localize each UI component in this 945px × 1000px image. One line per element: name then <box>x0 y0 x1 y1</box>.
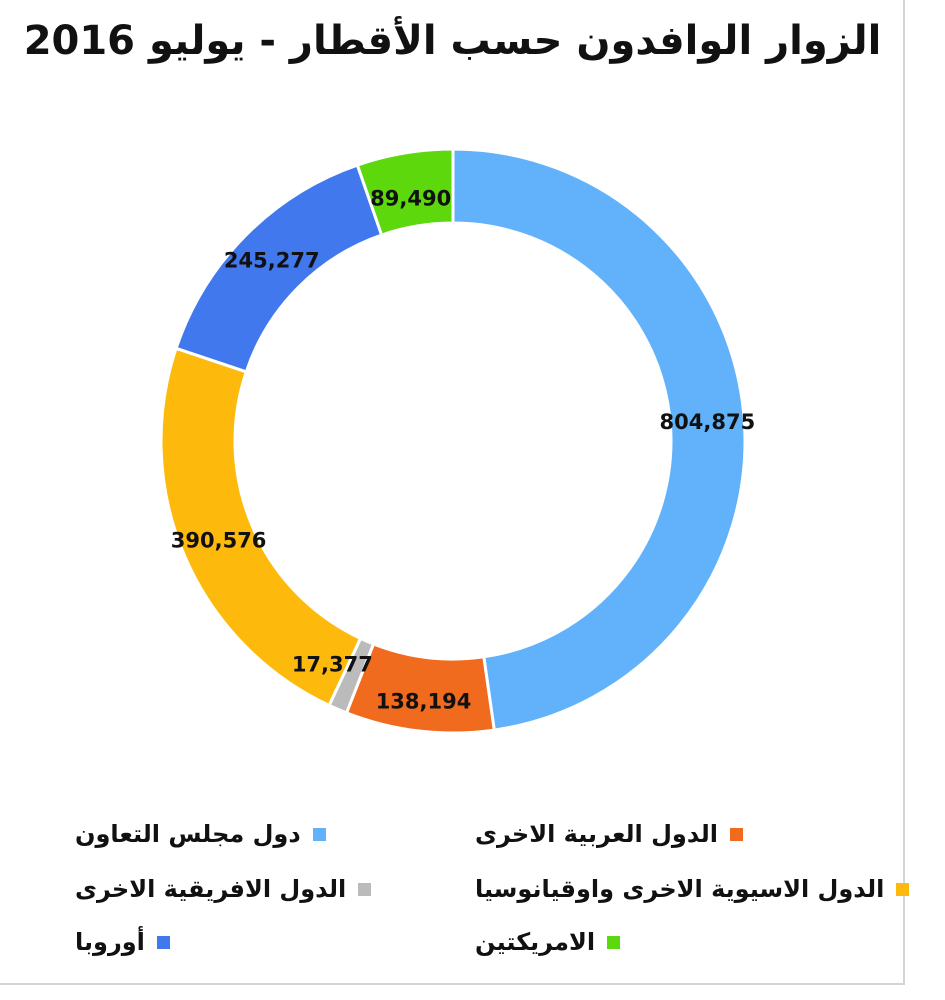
legend-item-europe <box>75 928 170 956</box>
data-label: 390,576 <box>170 528 267 553</box>
data-label: 245,277 <box>223 248 320 273</box>
legend-label: الامريكتين <box>475 928 596 956</box>
legend-item-other-asian-oceania <box>475 875 909 903</box>
legend-label: الدول الافريقية الاخرى <box>75 875 347 903</box>
legend-swatch <box>358 883 371 896</box>
chart-title: الزوار الوافدون حسب الأقطار - يوليو 2016 <box>23 18 882 64</box>
legend-swatch <box>896 883 909 896</box>
data-label: 17,377 <box>291 652 373 677</box>
legend <box>0 800 905 980</box>
data-label: 138,194 <box>375 689 472 714</box>
legend-item-americas <box>475 928 620 956</box>
legend-swatch <box>157 936 170 949</box>
data-label: 89,490 <box>370 186 452 211</box>
data-label: 804,875 <box>659 409 756 434</box>
legend-label: أوروبا <box>75 928 145 956</box>
legend-label: دول مجلس التعاون <box>75 820 301 848</box>
legend-item-other-arab <box>475 820 743 848</box>
legend-swatch <box>313 828 326 841</box>
legend-swatch <box>607 936 620 949</box>
donut-slice <box>453 149 745 730</box>
legend-item-gcc <box>75 820 326 848</box>
legend-swatch <box>730 828 743 841</box>
legend-item-other-african <box>75 875 371 903</box>
legend-label: الدول العربية الاخرى <box>475 820 718 848</box>
legend-label: الدول الاسيوية الاخرى واوقيانوسيا <box>475 875 885 903</box>
